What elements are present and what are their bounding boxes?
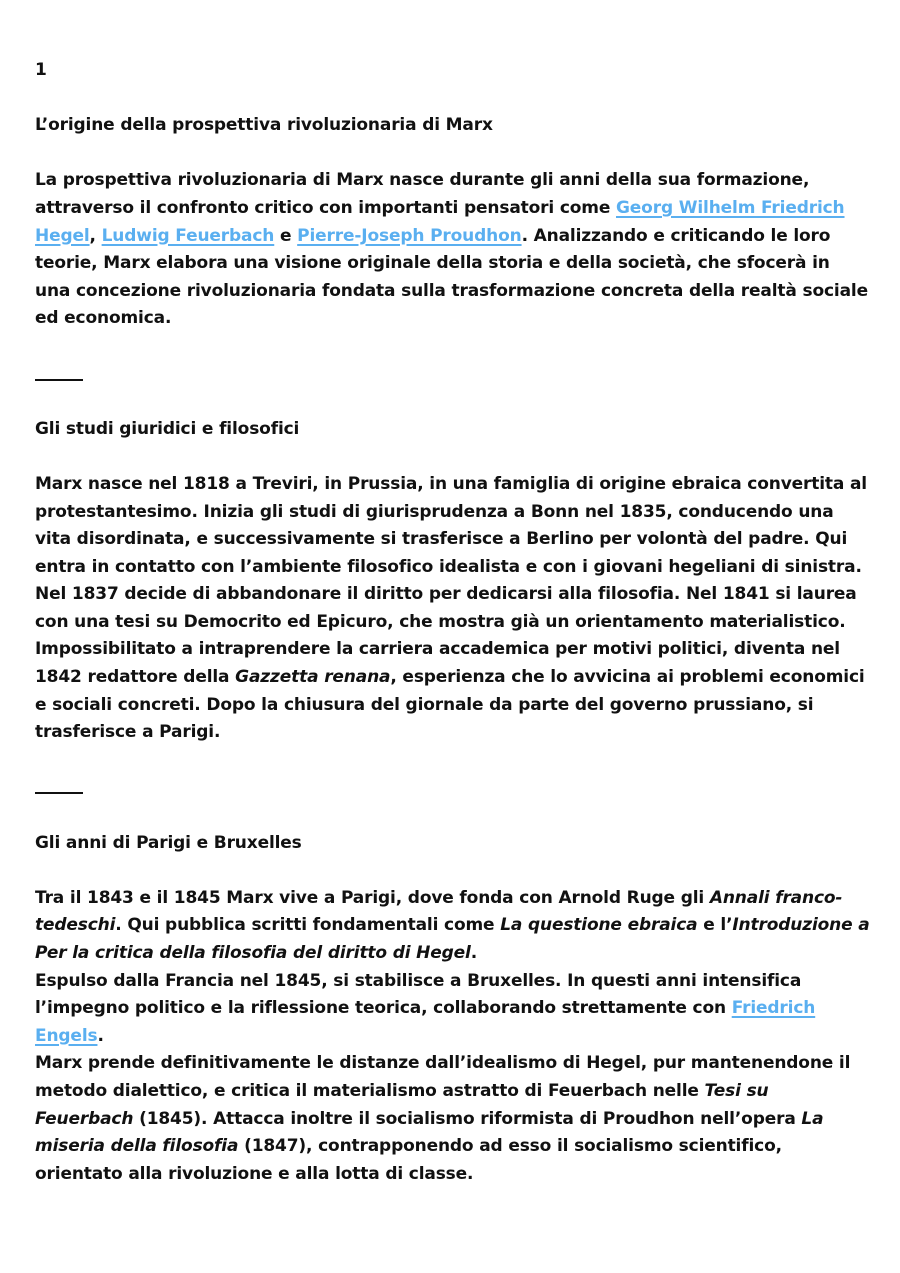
spacer (35, 857, 870, 885)
spacer (35, 747, 870, 775)
spacer (35, 388, 870, 416)
link-proudhon[interactable]: Pierre-Joseph Proudhon (297, 225, 522, 246)
title-gazzetta-renana: Gazzetta renana (235, 667, 391, 688)
paragraph-studi-1: Marx nasce nel 1818 a Treviri, in Prussia, in una famiglia di origine ebraica convertita al protestantesimo. Inizia gli studi di giurisprudenza a Bonn nel 1835, conducendo una vita disordinata, e successivamente si trasferisce a Berlino per volontà del padre. Qui entra in contatto con l’ambiente filosofico idealista e con i giovani hegeliani di sinistra. (35, 473, 867, 577)
title-introduzione: Introduzione a Per la critica della filosofia del diritto di Hegel (35, 915, 870, 963)
section-title-studi: Gli studi giuridici e filosofici (35, 418, 300, 439)
spacer (35, 85, 870, 113)
title-questione-ebraica: La questione ebraica (500, 915, 698, 936)
spacer (35, 333, 870, 361)
spacer (35, 443, 870, 471)
title-annali: Annali franco-tedeschi (35, 887, 843, 936)
link-hegel[interactable]: Georg Wilhelm Friedrich Hegel (35, 197, 845, 246)
paragraph-studi-2: Nel 1837 decide di abbandonare il diritto per dedicarsi alla filosofia. Nel 1841 si laurea con una tesi su Democrito ed Epicuro, che mostra già un orientamento materialistico. Impossibilitato a intraprendere la carriera accademica per motivi politici, diventa nel 1842 redattore della Gazzetta renana, esperienza che lo avvicina ai problemi economici e sociali concreti. Dopo la chiusura del giornale da parte del governo prussiano, si trasferisce a Parigi. (35, 584, 865, 743)
spacer (35, 140, 870, 168)
section-divider (35, 361, 870, 389)
title-miseria-filosofia: La miseria della filosofia (35, 1108, 824, 1157)
section-divider (35, 774, 870, 802)
spacer (35, 802, 870, 830)
paragraph-parigi-1: Tra il 1843 e il 1845 Marx vive a Parigi, dove fonda con Arnold Ruge gli Annali franco-tedeschi. Qui pubblica scritti fondamentali come La questione ebraica e l’Introduzione a Per la critica della filosofia del diritto di Hegel. (35, 887, 870, 963)
paragraph-parigi-3: Marx prende definitivamente le distanze dall’idealismo di Hegel, pur mantenendone il metodo dialettico, e critica il materialismo astratto di Feuerbach nelle Tesi su Feuerbach (1845). Attacca inoltre il socialismo riformista di Proudhon nell’opera La miseria della filosofia (1847), contrapponendo ad esso il socialismo scientifico, orientato alla rivoluzione e alla lotta di classe. (35, 1053, 851, 1184)
paragraph-parigi-2: Espulso dalla Francia nel 1845, si stabilisce a Bruxelles. In questi anni intensifica l’impegno politico e la riflessione teorica, collaborando strettamente con Friedrich Engels. (35, 970, 816, 1046)
title-tesi-feuerbach: Tesi su Feuerbach (35, 1080, 769, 1129)
link-engels[interactable]: Friedrich Engels (35, 998, 816, 1046)
section-title-origine: L’origine della prospettiva rivoluzionaria di Marx (35, 115, 493, 136)
paragraph-origine: La prospettiva rivoluzionaria di Marx nasce durante gli anni della sua formazione, attraverso il confronto critico con importanti pensatori come Georg Wilhelm Friedrich Hegel, Ludwig Feuerbach e Pierre-Joseph Proudhon. Analizzando e criticando le loro teorie, Marx elabora una visione originale della storia e della società, che sfocerà in una concezione rivoluzionaria fondata sulla trasformazione concreta della realtà sociale ed economica. (35, 170, 868, 329)
page-number: 1 (35, 60, 47, 80)
section-title-parigi: Gli anni di Parigi e Bruxelles (35, 832, 302, 853)
link-feuerbach[interactable]: Ludwig Feuerbach (101, 225, 275, 246)
